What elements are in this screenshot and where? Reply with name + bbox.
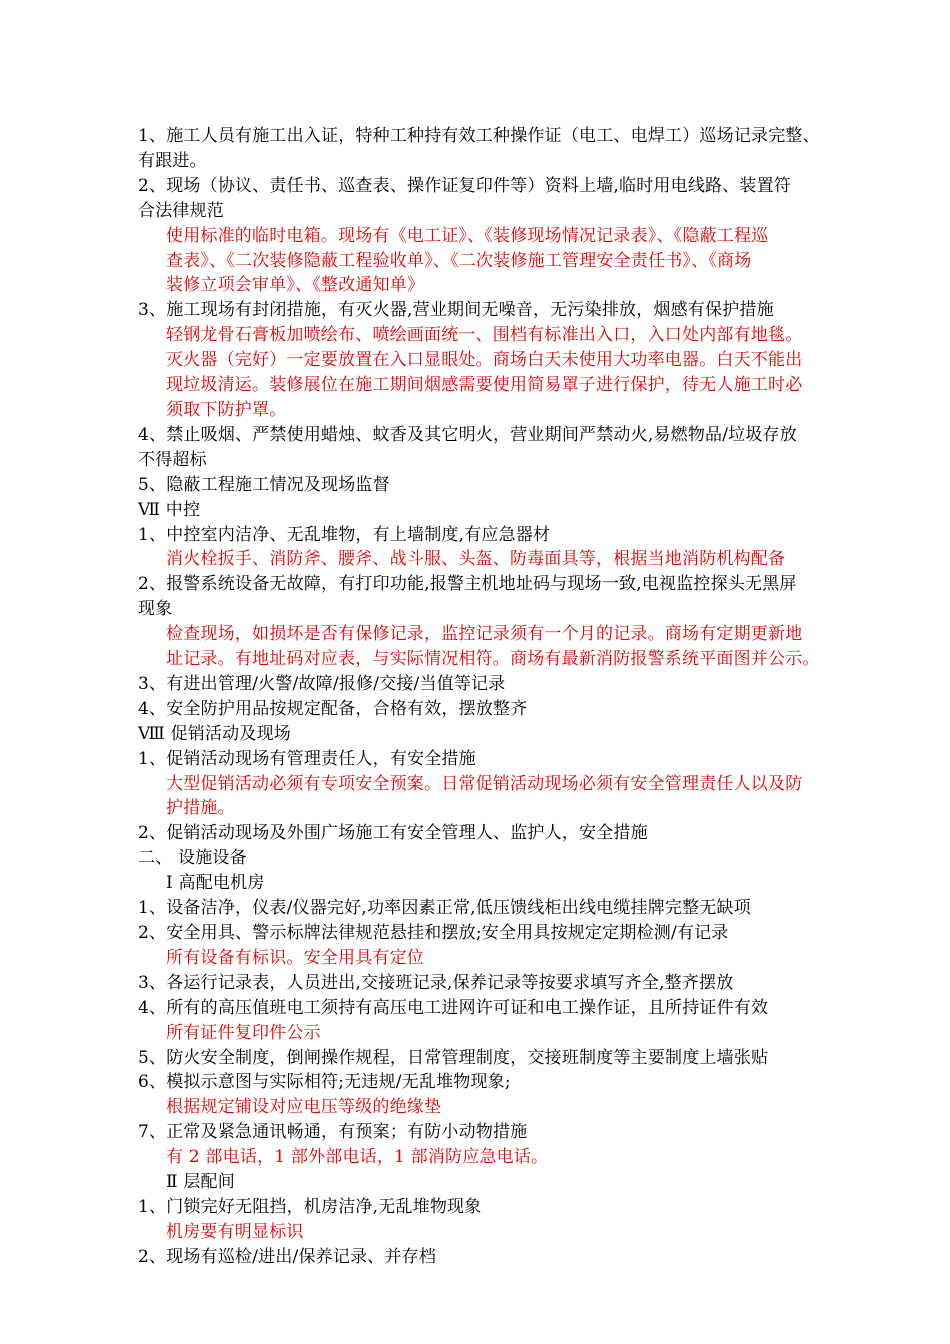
text-line: 1、设备洁净，仪表/仪器完好,功率因素正常,低压馈线柜出线电缆挂牌完整无缺项 [138,898,751,919]
text-line: Ⅶ 中控 [138,499,201,520]
remark-line: 查表》、《二次装修隐蔽工程验收单》、《二次装修施工管理安全责任书》、《商场 [166,250,752,271]
remark-line: 所有证件复印件公示 [166,1022,321,1043]
remark-line: 消火栓扳手、消防斧、腰斧、战斗服、头盔、防毒面具等，根据当地消防机构配备 [166,549,786,570]
text-line: 1、门锁完好无阻挡，机房洁净,无乱堆物现象 [138,1196,482,1217]
text-line: 合法律规范 [138,200,224,221]
remark-line: 检查现场，如损坏是否有保修记录，监控记录须有一个月的记录。商场有定期更新地 [166,624,803,645]
remark-line: 轻钢龙骨石膏板加喷绘布、喷绘画面统一、围档有标准出入口，入口处内部有地毯。 [166,325,803,346]
text-line: 2、安全用具、警示标牌法律规范悬挂和摆放;安全用具按规定定期检测/有记录 [138,923,729,943]
text-line: 不得超标 [138,449,207,470]
text-line: 5、隐蔽工程施工情况及现场监督 [138,474,390,495]
text-line: 1、施工人员有施工出入证，特种工种持有效工种操作证（电工、电焊工）巡场记录完整、 [138,126,820,146]
remark-line: 大型促销活动必须有专项安全预案。日常促销活动现场必须有安全管理责任人以及防 [166,773,803,794]
text-line: 二、 设施设备 [138,848,247,869]
text-line: 有跟进。 [138,150,207,171]
remark-line: 所有设备有标识。安全用具有定位 [166,947,424,968]
remark-line: 须取下防护罩。 [166,399,287,420]
text-line: 4、安全防护用品按规定配备，合格有效，摆放整齐 [138,698,528,719]
remark-line: 机房要有明显标识 [166,1221,304,1242]
text-line: 4、所有的高压值班电工须持有高压电工进网许可证和电工操作证，且所持证件有效 [138,997,769,1018]
remark-line: 根据规定铺设对应电压等级的绝缘垫 [166,1097,442,1118]
text-line: 4、禁止吸烟、严禁使用蜡烛、蚊香及其它明火，营业期间严禁动火,易燃物品/垃圾存放 [138,424,797,445]
text-line: 现象 [138,599,173,620]
text-line: 2、报警系统设备无故障，有打印功能,报警主机地址码与现场一致,电视监控探头无黑屏 [138,574,797,595]
remark-line: 使用标准的临时电箱。现场有《电工证》、《装修现场情况记录表》、《隐蔽工程巡 [166,225,769,246]
text-line: 2、现场有巡检/进出/保养记录、并存档 [138,1246,437,1267]
text-line: 5、防火安全制度，倒闸操作规程，日常管理制度，交接班制度等主要制度上墙张贴 [138,1047,769,1068]
remark-line: 址记录。有地址码对应表，与实际情况相符。商场有最新消防报警系统平面图并公示。 [166,649,820,670]
text-line: Ⅱ 层配间 [166,1172,235,1193]
remark-line: 现垃圾清运。装修展位在施工期间烟感需要使用简易罩子进行保护，待无人施工时必 [166,375,803,396]
text-line: 3、施工现场有封闭措施，有灭火器,营业期间无噪音，无污染排放，烟感有保护措施 [138,300,774,321]
remark-line: 护措施。 [166,798,235,819]
text-line: 3、有进出管理/火警/故障/报修/交接/当值等记录 [138,673,506,694]
document-body [138,124,898,1270]
text-line: 2、促销活动现场及外围广场施工有安全管理人、监护人，安全措施 [138,823,648,844]
text-line: 6、模拟示意图与实际相符;无违规/无乱堆物现象; [138,1072,511,1093]
text-line: Ⅰ 高配电机房 [166,873,265,894]
text-line: 2、现场（协议、责任书、巡查表、操作证复印件等）资料上墙,临时用电线路、装置符 [138,175,792,196]
text-line: 1、中控室内洁净、无乱堆物，有上墙制度,有应急器材 [138,524,551,545]
text-line: 3、各运行记录表，人员进出,交接班记录,保养记录等按要求填写齐全,整齐摆放 [138,972,734,993]
remark-line: 装修立项会审单》、《整改通知单》 [166,275,425,296]
text-line: Ⅷ 促销活动及现场 [138,723,291,744]
remark-line: 有 2 部电话，1 部外部电话，1 部消防应急电话。 [166,1147,549,1168]
remark-line: 灭火器（完好）一定要放置在入口显眼处。商场白天未使用大功率电器。白天不能出 [166,350,803,371]
text-line: 1、促销活动现场有管理责任人，有安全措施 [138,748,476,769]
text-line: 7、正常及紧急通讯畅通，有预案；有防小动物措施 [138,1122,528,1143]
